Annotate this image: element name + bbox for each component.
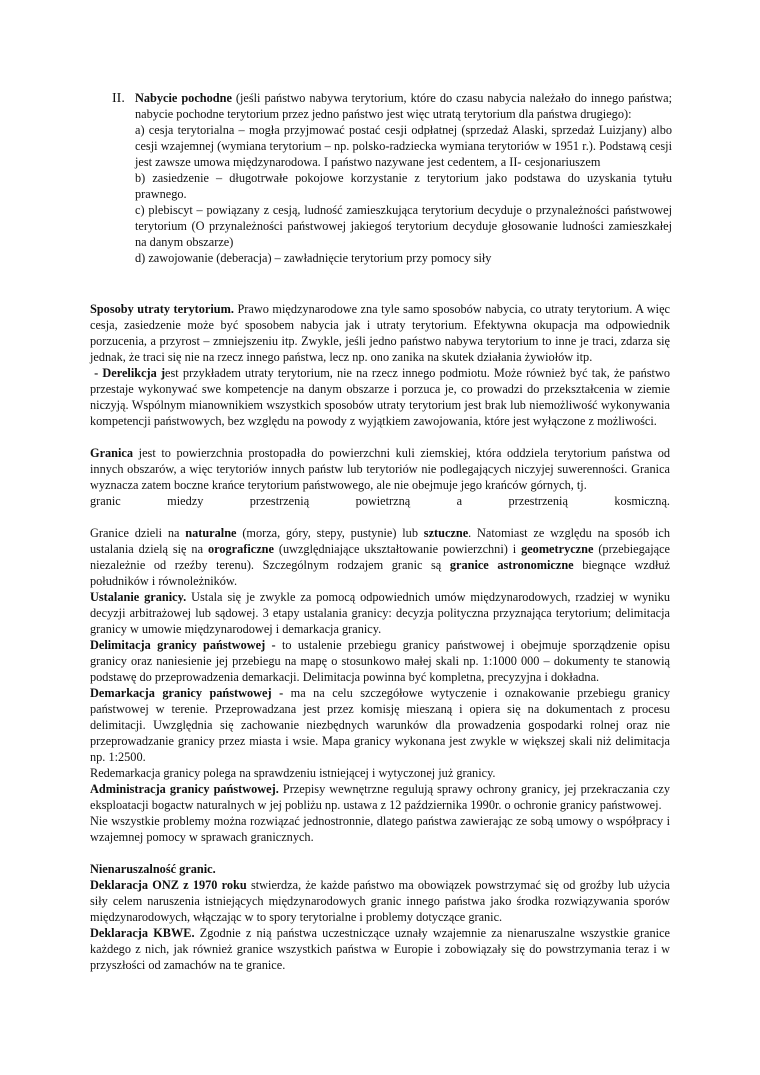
border-heading: Granica	[90, 446, 134, 460]
paragraph-demarcation: Demarkacja granicy państwowej - ma na celu szczegółowe wytyczenie i oznakowanie przebiegu granicy państwowej w terenie. Przeprowadzana jest przez komisję mieszaną i opiera się na dokumentach z procesu delimitacji. Uwzględnia się zachowanie niezbędnych warunków dla prowadzenia gospodarki rolnej oraz nie przeprowadzanie granicy przez miasta i wsie. Mapa granicy wykonana jest zwykle w większej skali niż delimitacja np. 1:2500.	[90, 686, 670, 764]
paragraph-cooperation: Nie wszystkie problemy można rozwiązać jednostronnie, dlatego państwa zawierając ze sobą umowy o współpracy i wzajemnej pomocy w sprawach granicznych.	[90, 814, 670, 844]
administration-heading: Administracja granicy państwowej.	[90, 782, 279, 796]
paragraph-un-declaration: Deklaracja ONZ z 1970 roku stwierdza, że każde państwo ma obowiązek powstrzymać się od groźby lub użycia siły celem naruszenia istniejących międzynarodowych granic innego państwa jako środka rozwiązywania sporów międzynarodowych, włączając w to spory terytorialne i problemy dotyczące granic.	[90, 878, 671, 924]
paragraph-border-types: Granice dzieli na naturalne (morza, góry, stepy, pustynie) lub sztuczne. Natomiast ze względu na sposób ich ustalania dzielą się na orograficzne (uwzględniające ukształtowanie powierzchni) i geometryczne (przebiegające niezależnie od rzeźby terenu). Szczególnym rodzajem granic są granice astronomiczne biegnące wzdłuż południków i równoleżników.	[90, 526, 671, 588]
paragraph-administration: Administracja granicy państwowej. Przepisy wewnętrzne regulują sprawy ochrony granicy, jej przekraczania czy eksploatacji bogactw naturalnych w jej pobliżu np. ustawa z 12 października 1990r. o ochronie granicy państwowej.	[90, 782, 670, 812]
paragraph-redemarcation: Redemarkacja granicy polega na sprawdzeniu istniejącej i wytyczonej już granicy.	[90, 766, 496, 780]
csce-declaration-heading: Deklaracja KBWE.	[90, 926, 195, 940]
derivative-acquisition-heading: Nabycie pochodne	[135, 91, 232, 105]
establishment-heading: Ustalanie granicy.	[90, 590, 187, 604]
section-derivative-acquisition	[112, 90, 672, 266]
demarcation-heading: Demarkacja granicy państwowej -	[90, 686, 284, 700]
item-conquest: d) zawojowanie (deberacja) – zawładnięcie terytorium przy pomocy siły	[135, 251, 492, 265]
paragraph-border-definition: Granica jest to powierzchnia prostopadła do powierzchni kuli ziemskiej, która oddziela terytorium państwa od innych obszarów, a więc terytoriów innych państw lub terytoriów nie podlegających niczyjej suwerenności. Granica wyznacza zatem boczne krańce terytorium państwowego, ale nie obejmuje jego krańców górnych, tj.	[90, 446, 670, 492]
inviolability-heading: Nienaruszalność granic.	[90, 862, 216, 876]
border-definition-last-line: granic miedzy przestrzenią powietrzną a przestrzenią kosmiczną.	[90, 494, 670, 508]
item-prescription: b) zasiedzenie – długotrwałe pokojowe korzystanie z terytorium jako podstawa do uzyskania tytułu prawnego.	[135, 171, 672, 201]
paragraph-territory-loss: Sposoby utraty terytorium. Prawo międzynarodowe zna tyle samo sposobów nabycia, co utraty terytorium. A więc cesja, zasiedzenie może być sposobem nabycia jak i utraty terytorium. Efektywna okupacja ma odpowiednik porzucenia, a przyrost – zmniejszeniu itp. Zwykle, jeśli jedno państwo nabywa terytorium to inne je traci, zdarza się jednak, że traci się nie na rzecz innego państwa, lecz np. ono zanika na skutek działania żywiołów itp.	[90, 302, 670, 364]
roman-numeral: II.	[112, 91, 125, 106]
un-declaration-heading: Deklaracja ONZ z 1970 roku	[90, 878, 247, 892]
territory-loss-heading: Sposoby utraty terytorium.	[90, 302, 234, 316]
derivative-acquisition-intro: Nabycie pochodne (jeśli państwo nabywa terytorium, które do czasu nabycia należało do innego państwa; nabycie pochodne terytorium przez jedno państwo jest więc utratą terytorium dla państwa drugiego):	[135, 91, 672, 121]
paragraph-delimitation: Delimitacja granicy państwowej - to ustalenie przebiegu granicy państwowej i obejmuje sporządzenie opisu granicy oraz naniesienie jej przebiegu na mapę o stosunkowo małej skali np. 1:1000 000 – dokumenty te stanowią podstawę do przeprowadzenia demarkacji. Delimitacja powinna być kompletna, precyzyjna i dokładna.	[90, 638, 670, 684]
paragraph-dereliction: - Derelikcja jest przykładem utraty terytorium, nie na rzecz innego podmiotu. Może również być tak, że państwo przestaje wykonywać swe kompetencje na danym obszarze i porzuca je, co prowadzi do przekształcenia w ziemie niczyją. Wspólnym mianownikiem wszystkich sposobów utraty terytorium jest brak lub niemożliwość wykonywania kompetencji państwowych, bez względu na powody z wyjątkiem zawojowania, które jest wyłączone z możliwości.	[90, 366, 671, 428]
delimitation-heading: Delimitacja granicy państwowej -	[90, 638, 276, 652]
item-cession: a) cesja terytorialna – mogła przyjmować postać cesji odpłatnej (sprzedaż Alaski, sprzedaż Luizjany) albo cesji wzajemnej (wymiana terytorium – np. polsko-radziecka wymiana terytoriów w 1951 r.). Podstawą cesji jest zawsze umowa międzynarodowa. I państwo nazywane jest cedentem, a II- cesjonariuszem	[135, 123, 672, 169]
paragraph-border-establishment: Ustalanie granicy. Ustala się je zwykle za pomocą odpowiednich umów międzynarodowych, rzadziej w wyniku decyzji arbitrażowej lub sądowej. 3 etapy ustalania granicy: decyzja polityczna przyznająca terytorium; delimitacja granicy w umowie międzynarodowej i demarkacja granicy.	[90, 590, 670, 636]
dereliction-heading: Derelikcja j	[102, 366, 166, 380]
main-text	[90, 301, 670, 973]
item-plebiscite: c) plebiscyt – powiązany z cesją, ludność zamieszkująca terytorium decyduje o przynależności państwowej terytorium (O przynależności państwowej jakiegoś terytorium decyduje głosowanie ludności zamieszkałej na danym obszarze)	[135, 203, 672, 249]
paragraph-csce-declaration: Deklaracja KBWE. Zgodnie z nią państwa uczestniczące uznały wzajemnie za nienaruszalne wszystkie granice każdego z nich, jak również granice wszystkich państwa w Europie i zobowiązały się do powstrzymania teraz i w przyszłości od zamachów na te granice.	[90, 926, 670, 972]
